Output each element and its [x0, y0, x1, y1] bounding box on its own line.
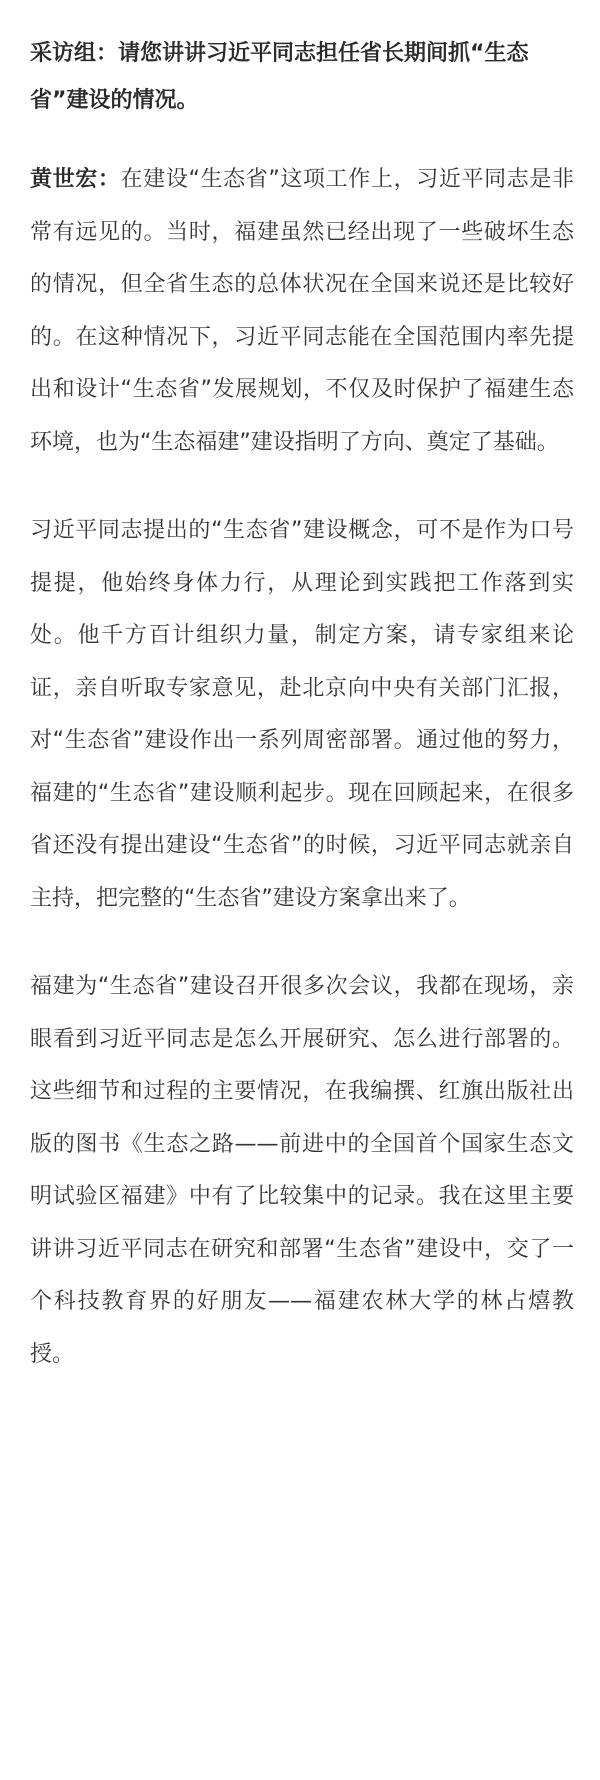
answer-speaker: 黄世宏： — [30, 167, 121, 192]
interview-answer — [30, 154, 574, 469]
paragraph: 习近平同志提出的“生态省”建设概念，可不是作为口号提提，他始终身体力行，从理论到实践把工作落到实处。他千方百计组织力量，制定方案，请专家组来论证，亲自听取专家意见，赴北京向中央有关部门汇报，对“生态省”建设作出一系列周密部署。通过他的努力，福建的“生态省”建设顺利起步。现在回顾起来，在很多省还没有提出建设“生态省”的时候，习近平同志就亲自主持，把完整的“生态省”建设方案拿出来了。 — [30, 518, 574, 911]
interview-question — [30, 30, 574, 124]
answer-text: 在建设“生态省”这项工作上，习近平同志是非常有远见的。当时，福建虽然已经出现了一些破坏生态的情况，但全省生态的总体状况在全国来说还是比较好的。在这种情况下，习近平同志能在全国范围内率先提出和设计“生态省”发展规划，不仅及时保护了福建生态环境，也为“生态福建”建设指明了方向、奠定了基础。 — [30, 167, 574, 455]
question-speaker: 采访组： — [30, 41, 119, 66]
paragraph: 福建为“生态省”建设召开很多次会议，我都在现场，亲眼看到习近平同志是怎么开展研究、怎么进行部署的。这些细节和过程的主要情况，在我编撰、红旗出版社出版的图书《生态之路——前进中的全国首个国家生态文明试验区福建》中有了比较集中的记录。我在这里主要讲讲习近平同志在研究和部署“生态省”建设中，交了一个科技教育界的好朋友——福建农林大学的林占熺教授。 — [30, 974, 574, 1367]
question-text: 请您讲讲习近平同志担任省长期间抓“生态省”建设的情况。 — [30, 41, 529, 113]
